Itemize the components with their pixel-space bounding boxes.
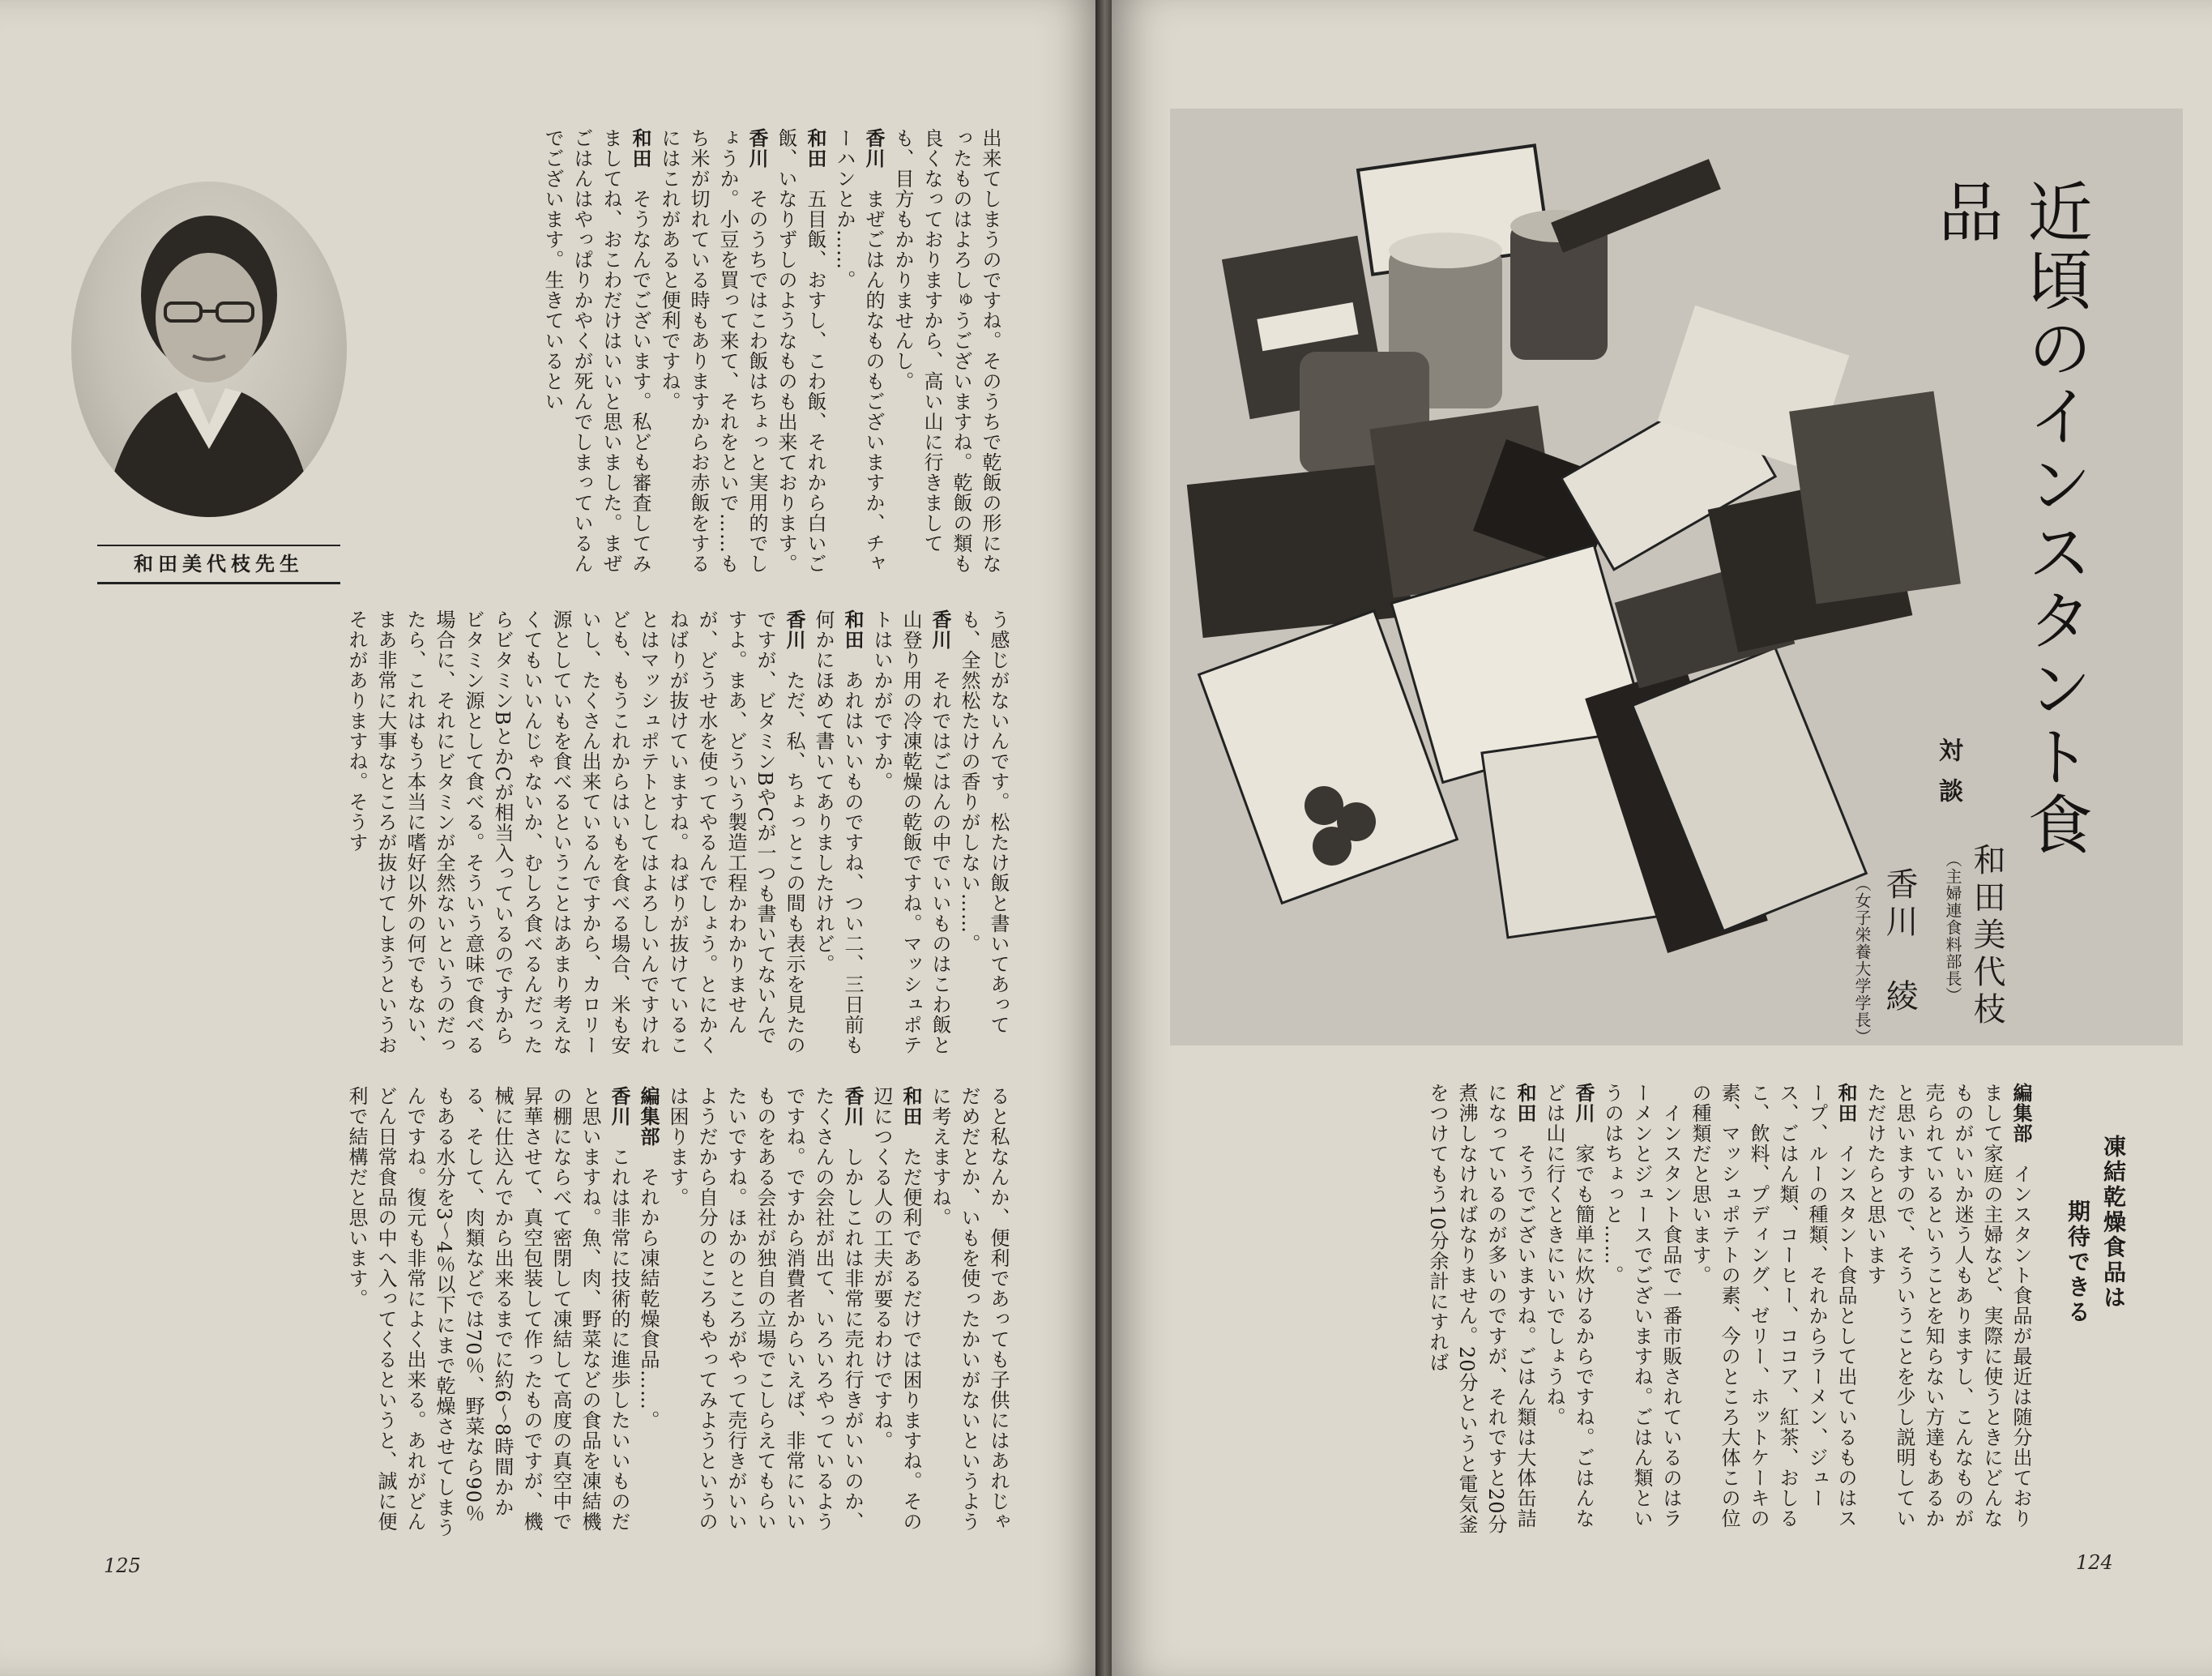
page-number: 124 bbox=[2076, 1551, 2113, 1574]
portrait-caption: 和田美代枝先生 bbox=[134, 553, 304, 575]
paragraph: 編集部 それから凍結乾燥食品……。 bbox=[637, 1086, 660, 1430]
paragraph: 香川 しかしこれは非常に売れ行きがいいのか、たくさんの会社が出て、いろいろやっているようですね。ですから消費者からいえば、非常にいいものをある会社が独自の立場でこしらえてもらいたいですね。ほかのところがやって売行きがいいようだから自分のところもやってみようというのは困ります。 bbox=[666, 1086, 865, 1532]
paragraph: ると私なんか、便利であっても子供にはあれじゃだめだとか、いもを使ったかいがないというように考えますね。 bbox=[929, 1086, 1010, 1532]
portrait-photo bbox=[71, 182, 347, 517]
paragraph: 香川 そのうちではこわ飯はちょっと実用的でしょうか。小豆を買って来て、それをといで……もち米が切れている時もありますからお赤飯をするにはこれがあると便利ですね。 bbox=[658, 128, 769, 574]
left-top-text bbox=[357, 128, 1005, 582]
paragraph: 出来てしまうのですね。そのうちで乾飯の形になったものはよろしゅうございますね。乾飯の類も良くなっておりますから、高い山に行きましても、目方もかかりませんし。 bbox=[891, 128, 1001, 574]
left-middle-text bbox=[89, 609, 1013, 1063]
paragraph: 編集部 インスタント食品が最近は随分出ておりまして家庭の主婦など、実際に使うときにどんなものがいいか迷う人もありますし、こんなものが売られているということを知らない方達もあるかと思いますので、そういうことを少し説明していただけたらと思います bbox=[1864, 1083, 2033, 1528]
paragraph: う感じがないんです。松たけ飯と書いてあっても、全然松たけの香りがしない……。 bbox=[958, 609, 1010, 1035]
subhead-line: 期待できる bbox=[2065, 1199, 2091, 1325]
paragraph: 和田 五目飯、おすし、こわ飯、それから白いご飯、いなりずしのようなものも出来ております。 bbox=[775, 128, 827, 574]
portrait-figure bbox=[71, 182, 347, 517]
right-page bbox=[1112, 0, 2212, 1676]
subhead-line: 凍結乾燥食品は bbox=[2100, 1135, 2127, 1310]
paragraph: 香川 まぜごはん的なものもございますか、チャーハンとか……。 bbox=[833, 128, 886, 574]
paragraph: 和田 ただ便利であるだけでは困りますね。その辺につくる人の工夫が要るわけですね。 bbox=[870, 1086, 923, 1532]
speaker-name: 和田美代枝 bbox=[1968, 843, 2005, 1029]
speaker-title: （主婦連食料部長） bbox=[1943, 851, 1962, 1004]
paragraph: 香川 家でも簡単に炊けるからですね。ごはんなどは山に行くときにいいでしょうね。 bbox=[1543, 1083, 1595, 1528]
caption-rule bbox=[97, 545, 340, 546]
left-bottom-text bbox=[89, 1086, 1013, 1540]
paragraph: 香川 ただ、私、ちょっとこの間も表示を見たのですが、ビタミンBやCが一つも書いてないんですよ。まあ、どういう製造工程かわかりませんが、どうせ水を使ってやるんでしょう。とにかくねばりが抜けていますね。ねばりが抜けていることはマッシュポテトとしてはよろしいんですけれども、もうこれからはいもを食べる場合、米も安いし、たくさん出来ているんですから、カロリー源としていもを食べるということはあまり考えなくてもいいんじゃないか、むしろ食べるんだったらビタミンBとかCが相当入っているのですからビタミン源として食べる。そういう意味で食べる場合に、それにビタミンが全然ないというのだったら、これはもう本当に嗜好以外の何でもない、まあ非常に大事なところが抜けてしまうというおそれがありますね。そうす bbox=[345, 609, 806, 1055]
left-page bbox=[0, 0, 1100, 1676]
paragraph: 香川 これは非常に技術的に進歩したいいものだと思いますね。魚、肉、野菜などの食品を凍結機の棚にならべて密閉して凍結して高度の真空中で昇華させて、真空包装して作ったものですが、機械に仕込んでから出来るまでに約6〜8時間かかる、そして、肉類などでは70％、野菜なら90％もある水分を3〜4％以下にまで乾燥させてしまうんですね。復元も非常によく出来る。あれがどんどん日常食品の中へ入ってくるというと、誠に便利で結構だと思います。 bbox=[345, 1086, 631, 1538]
paragraph: 和田 そうなんでございます。私ども審査してみましてね、おこわだけはいいと思いました。まぜごはんはやっぱりかやくが死んでしまっているんでございます。生きているとい bbox=[541, 128, 652, 574]
speaker-title: （女子栄養大学学長） bbox=[1852, 875, 1872, 1045]
section-subhead bbox=[2060, 1135, 2131, 1325]
right-body-text bbox=[1176, 1083, 2035, 1537]
speaker-name: 香川 綾 bbox=[1881, 867, 1918, 1016]
page-number: 125 bbox=[104, 1554, 141, 1577]
caption-rule bbox=[97, 582, 340, 584]
paragraph: インスタント食品で一番市販されているのはラーメンとジュースでございますね。ごはん類というのはちょっと……。 bbox=[1601, 1083, 1682, 1528]
paragraph: 和田 あれはいいものですね、つい二、三日前も何かにほめて書いてありましたけれど。 bbox=[812, 609, 865, 1055]
paragraph: 和田 そうでございますね。ごはん類は大体缶詰になっているのが多いのですが、それですと20分煮沸しなければなりません。20分というと電気釜をつけてもう10分余計にすれば bbox=[1426, 1083, 1537, 1535]
paragraph: 和田 インスタント食品として出ているものはスープ、ルーの種類、それからラーメン、ジュース、ごはん類、コーヒー、ココア、紅茶、おしるこ、飲料、プディング、ゼリー、ホットケーキの素、マッシュポテトの素、今のところ大体この位の種類だと思います。 bbox=[1689, 1083, 1858, 1528]
paragraph: 香川 それではごはんの中でいいものはこわ飯と山登り用の冷凍乾燥の乾飯ですね。マッシュポテトはいかがですか。 bbox=[870, 609, 952, 1055]
format-label: 対談 bbox=[1934, 738, 1962, 819]
article-title: 近頃のインスタント食品 bbox=[1928, 178, 2092, 859]
